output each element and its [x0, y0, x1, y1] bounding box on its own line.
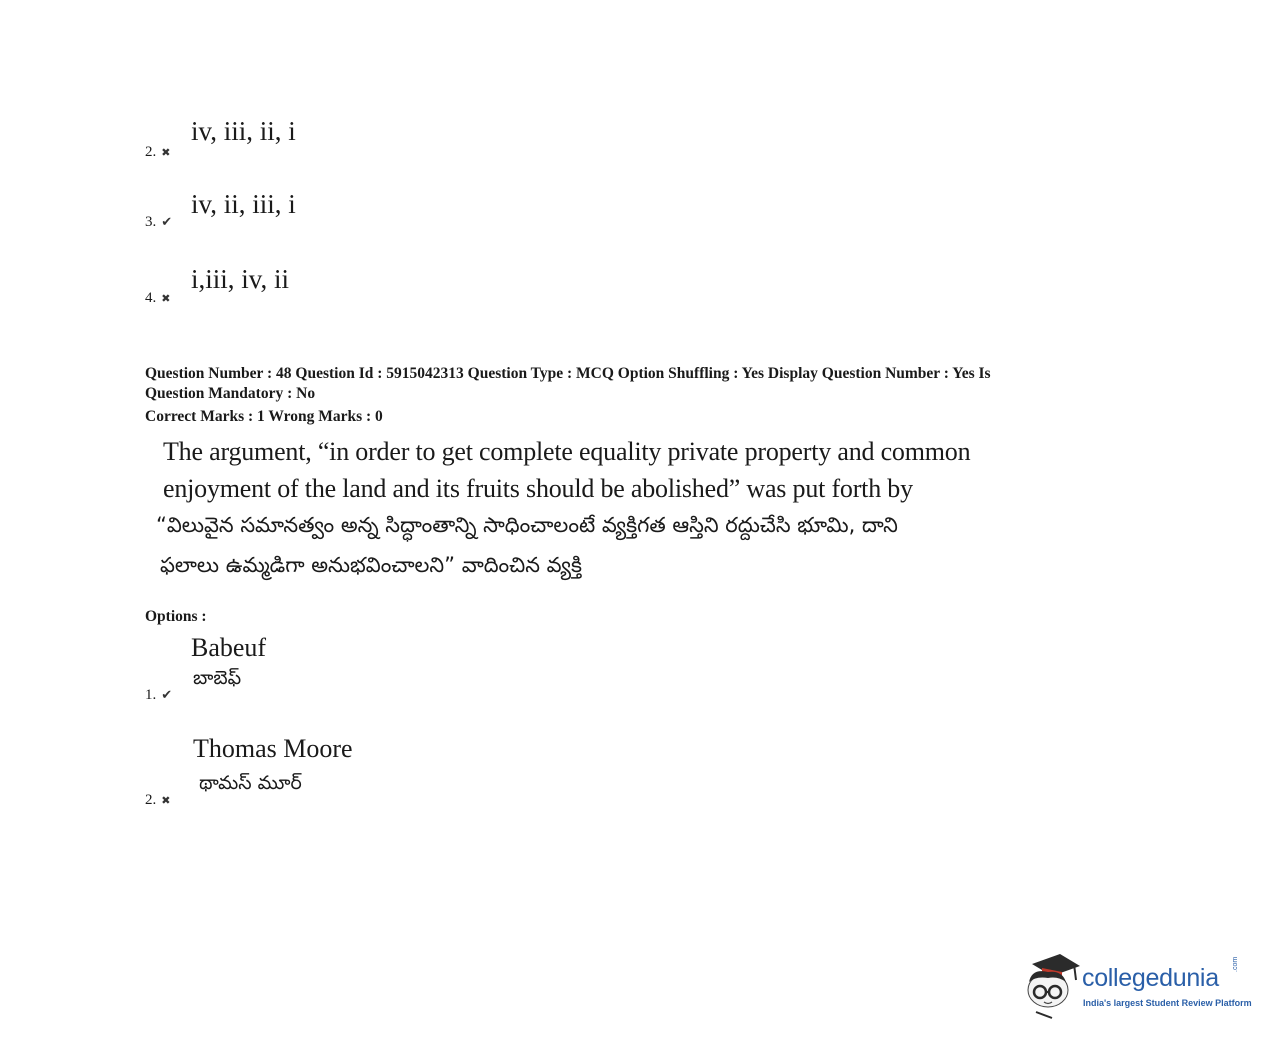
check-icon: ✔ — [161, 687, 173, 703]
question-telugu-line2: ఫలాలు ఉమ్మడిగా అనుభవించాలని” వాదించిన వ్యక్తి — [160, 553, 582, 577]
question-english-line1: The argument, “in order to get complete equality private property and common — [163, 437, 971, 466]
mascot-icon — [1022, 950, 1082, 1020]
option-number: 2. — [145, 792, 157, 808]
question-marks: Correct Marks : 1 Wrong Marks : 0 — [145, 408, 383, 425]
cross-icon: ✖ — [161, 145, 171, 159]
logo-dotcom: .com — [1232, 956, 1239, 972]
question-meta-line1: Question Number : 48 Question Id : 5915042313 Question Type : MCQ Option Shuffling : Yes Display Question Number : Yes Is — [145, 365, 991, 382]
logo-wordmark: collegedunia — [1082, 964, 1219, 992]
cross-icon: ✖ — [161, 291, 171, 305]
option-2-number — [145, 792, 175, 809]
prev-option-2-text: iv, iii, ii, i — [191, 116, 296, 146]
option-1-english: Babeuf — [191, 633, 267, 662]
cross-icon: ✖ — [161, 793, 171, 807]
prev-option-2-number — [145, 144, 175, 161]
prev-option-4-number — [145, 290, 175, 307]
prev-option-3-text: iv, ii, iii, i — [191, 189, 296, 219]
options-label: Options : — [145, 608, 207, 625]
prev-option-4-text: i,iii, iv, ii — [191, 264, 290, 294]
question-telugu-line1: “విలువైన సమానత్వం అన్న సిద్ధాంతాన్ని సాధించాలంటే వ్యక్తిగత ఆస్తిని రద్దుచేసి భూమి, దాని — [156, 513, 898, 537]
question-meta-line2: Question Mandatory : No — [145, 385, 316, 402]
option-number: 2. — [145, 144, 157, 160]
logo-tagline: India's largest Student Review Platform — [1083, 998, 1252, 1008]
question-english-line2: enjoyment of the land and its fruits should be abolished” was put forth by — [163, 474, 913, 503]
collegedunia-logo — [1022, 950, 1250, 1020]
check-icon: ✔ — [161, 214, 173, 230]
option-number: 3. — [145, 214, 157, 230]
option-2-telugu: థామస్ మూర్ — [199, 772, 302, 794]
option-1-telugu: బాబెఫ్ — [193, 667, 242, 689]
option-number: 1. — [145, 687, 157, 703]
option-2-english: Thomas Moore — [193, 734, 353, 763]
option-number: 4. — [145, 290, 157, 306]
option-1-number — [145, 687, 175, 704]
prev-option-3-number — [145, 214, 175, 231]
